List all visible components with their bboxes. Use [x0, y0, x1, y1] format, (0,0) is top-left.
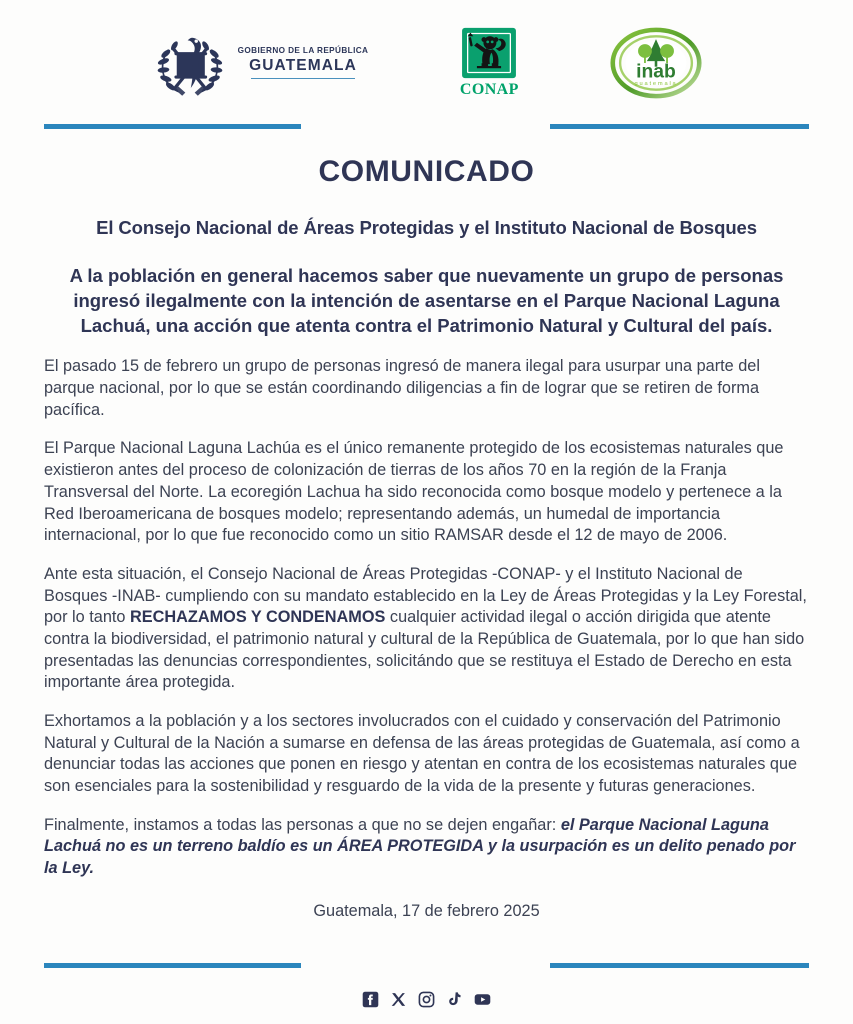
divider-top [44, 124, 809, 129]
youtube-icon[interactable] [474, 991, 491, 1008]
page-title: COMUNICADO [318, 155, 535, 188]
paragraph-5-part-a: Finalmente, instamos a todas las personas a que no se dejen engañar: [44, 815, 561, 834]
divider-bottom-segment-left [44, 963, 301, 968]
institutional-logo-bar [44, 0, 809, 122]
social-links [0, 991, 853, 1008]
gobierno-guatemala-logo [151, 23, 369, 103]
facebook-icon[interactable] [362, 991, 379, 1008]
paragraph-1: El pasado 15 de febrero un grupo de personas ingresó de manera ilegal para usurpar una parte del parque nacional, por lo que se están coordinando diligencias a fin de lograr que se retiren de forma pacífica. [44, 357, 760, 419]
gobierno-wordmark [238, 47, 369, 79]
divider-bottom-gap [301, 963, 550, 968]
lede-statement: A la población en general hacemos saber que nuevamente un grupo de personas ingresó ilegalmente con la intención de asentarse en el Parque Nacional Laguna Lachuá, una acción que atenta contra el Patrimonio Natural y Cultural del país. [69, 265, 784, 337]
issuing-institutions: El Consejo Nacional de Áreas Protegidas y el Instituto Nacional de Bosques [96, 217, 757, 238]
paragraph-5 [44, 815, 809, 880]
dateline: Guatemala, 17 de febrero 2025 [313, 901, 540, 920]
paragraph-3-part-b: cualquier actividad ilegal o acción dirigida que atente contra la biodiversidad, el patrimonio natural y cultural de la República de Guatemala, por lo que han sido presentadas las denuncias correspondientes, solicitándo que se restituya el Estado de Derecho en esta importante área protegida. [44, 608, 805, 692]
paragraph-3 [44, 564, 809, 694]
paragraph-3-part-a: Ante esta situación, el Consejo Nacional de Áreas Protegidas -CONAP- y el Instituto Nacional de Bosques -INAB- cumpliendo con su mandato establecido en la Ley de Áreas Protegidas y la Ley Forestal, por lo tanto [44, 564, 807, 627]
gobierno-line-2: GUATEMALA [249, 57, 357, 75]
conap-wordmark: CONAP [459, 81, 519, 98]
paragraph-2: El Parque Nacional Laguna Lachúa es el único remanente protegido de los ecosistemas naturales que existieron antes del proceso de colonización de tierras de los años 70 en la región de la Franja Transversal del Norte. La ecoregión Lachua ha sido reconocida como bosque modelo y pertenece a la Red Iberoamericana de bosques modelo; representando además, un humedal de importancia internacional, por lo que fue reconocido como un sitio RAMSAR desde el 12 de mayo de 2006. [44, 439, 784, 545]
inab-subtext: guatemala [634, 81, 678, 88]
inab-wordmark-text: inab [636, 61, 677, 83]
paragraph-5-emphasis: el Parque Nacional Laguna Lachuá no es un terreno baldío es un ÁREA PROTEGIDA y la usurpación es un delito penado por la Ley. [44, 815, 796, 877]
divider-bottom-segment-right [550, 963, 809, 968]
instagram-icon[interactable] [418, 991, 435, 1008]
conap-logo [454, 27, 524, 99]
guatemala-coat-of-arms-icon [151, 23, 229, 103]
divider-bottom [44, 963, 809, 968]
x-twitter-icon[interactable] [390, 991, 407, 1008]
tiktok-icon[interactable] [446, 991, 463, 1008]
conap-monkey-icon [461, 27, 517, 79]
paragraph-4: Exhortamos a la población y a los sectores involucrados con el cuidado y conservación del Patrimonio Natural y Cultural de la Nación a sumarse en defensa de las áreas protegidas de Guatemala, así como a denunciar todas las acciones que ponen en riesgo y atentan en contra de los ecosistemas naturales que son esenciales para la sostenibilidad y resguardo de la vida de la presente y futuras generaciones. [44, 711, 800, 795]
divider-segment-left [44, 124, 301, 129]
inab-logo [610, 22, 702, 104]
inab-trees-icon [610, 22, 702, 104]
body-copy [44, 356, 809, 879]
divider-segment-right [550, 124, 809, 129]
gobierno-line-1: GOBIERNO DE LA REPÚBLICA [237, 45, 369, 55]
divider-gap [301, 124, 550, 129]
gobierno-underline [251, 78, 355, 80]
paragraph-3-emphasis: RECHAZAMOS Y CONDENAMOS [130, 608, 386, 627]
